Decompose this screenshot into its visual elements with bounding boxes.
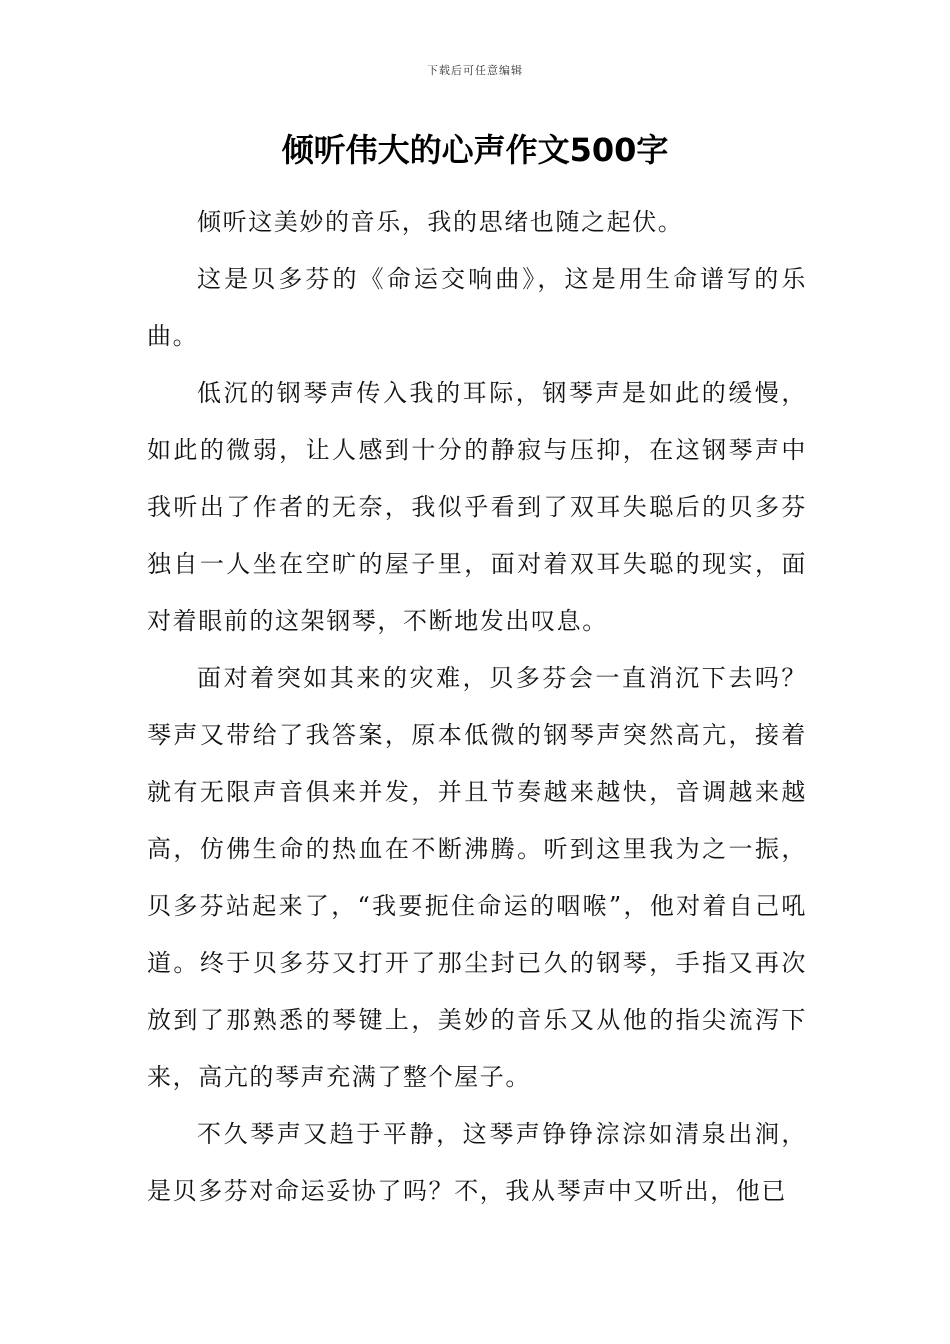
paragraph-2: 这是贝多芬的《命运交响曲》，这是用生命谱写的乐曲。 — [147, 265, 807, 350]
document-title: 倾听伟大的心声作文500字 — [281, 131, 669, 169]
document-body — [147, 194, 807, 1220]
paragraph-4: 面对着突如其来的灾难，贝多芬会一直消沉下去吗？琴声又带给了我答案，原本低微的钢琴声突然高亢，接着就有无限声音俱来并发，并且节奏越来越快，音调越来越高，仿佛生命的热血在不断沸腾。听到这里我为之一振，贝多芬站起来了，“我要扼住命运的咽喉”，他对着自己吼道。终于贝多芬又打开了那尘封已久的钢琴，手指又再次放到了那熟悉的琴键上，美妙的音乐又从他的指尖流泻下来，高亢的琴声充满了整个屋子。 — [147, 664, 807, 1091]
paragraph-3: 低沉的钢琴声传入我的耳际，钢琴声是如此的缓慢，如此的微弱，让人感到十分的静寂与压抑，在这钢琴声中我听出了作者的无奈，我似乎看到了双耳失聪后的贝多芬独自一人坐在空旷的屋子里，面对着双耳失聪的现实，面对着眼前的这架钢琴，不断地发出叹息。 — [147, 379, 807, 635]
header-note: 下载后可任意编辑 — [427, 64, 523, 77]
paragraph-1: 倾听这美妙的音乐，我的思绪也随之起伏。 — [197, 208, 684, 236]
paragraph-5: 不久琴声又趋于平静，这琴声铮铮淙淙如清泉出涧，是贝多芬对命运妥协了吗？不，我从琴声中又听出，他已 — [147, 1120, 807, 1205]
